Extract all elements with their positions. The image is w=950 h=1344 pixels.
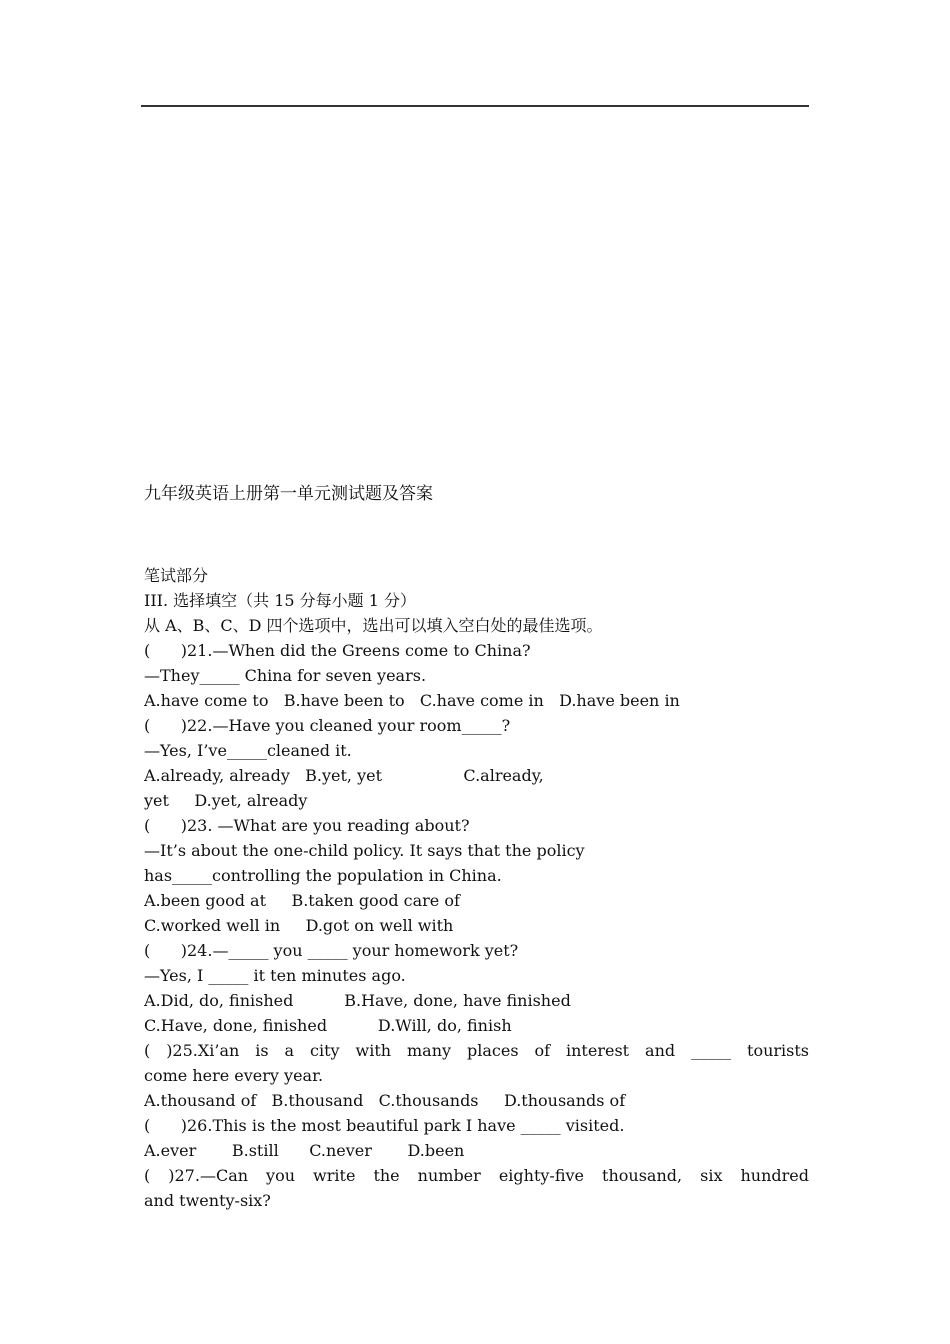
- text-line: A.ever B.still C.never D.been: [144, 1141, 465, 1160]
- text-line: ( )23. —What are you reading about?: [144, 816, 470, 835]
- document-body: [144, 482, 809, 1213]
- header-rule: [141, 105, 809, 107]
- text-line: 从 A、B、C、D 四个选项中，选出可以填入空白处的最佳选项。: [144, 616, 603, 635]
- text-line: —They_____ China for seven years.: [144, 666, 427, 685]
- text-line: come here every year.: [144, 1066, 324, 1085]
- text-line: yet D.yet, already: [144, 791, 308, 810]
- text-line: has_____controlling the population in China.: [144, 866, 502, 885]
- text-line: ( )24.—_____ you _____ your homework yet?: [144, 941, 519, 960]
- text-line: ( )26.This is the most beautiful park I have _____ visited.: [144, 1116, 625, 1135]
- text-line: ( )21.—When did the Greens come to China?: [144, 641, 531, 660]
- document-title: 九年级英语上册第一单元测试题及答案: [144, 484, 433, 504]
- text-line: —Yes, I _____ it ten minutes ago.: [144, 966, 406, 985]
- text-line: —It’s about the one-child policy. It says that the policy: [144, 841, 585, 860]
- text-line: A.have come to B.have been to C.have come in D.have been in: [144, 691, 680, 710]
- text-line: 笔试部分: [144, 566, 209, 585]
- text-line: A.already, already B.yet, yet C.already,: [144, 766, 544, 785]
- text-line: A.Did, do, finished B.Have, done, have finished: [144, 991, 571, 1010]
- text-line: and twenty-six?: [144, 1191, 271, 1210]
- spacer: [144, 507, 809, 563]
- text-line: —Yes, I’ve_____cleaned it.: [144, 741, 352, 760]
- text-line: C.Have, done, finished D.Will, do, finish: [144, 1016, 512, 1035]
- text-line: A.thousand of B.thousand C.thousands D.thousands of: [144, 1091, 626, 1110]
- text-line: ( )27.—Can you write the number eighty-five thousand, six hundred: [144, 1166, 809, 1185]
- text-line: A.been good at B.taken good care of: [144, 891, 460, 910]
- text-line: III. 选择填空（共 15 分每小题 1 分）: [144, 591, 417, 610]
- question-lines: [144, 563, 809, 1213]
- text-line: C.worked well in D.got on well with: [144, 916, 454, 935]
- text-line: ( )22.—Have you cleaned your room_____?: [144, 716, 511, 735]
- text-line: ( )25.Xi’an is a city with many places of interest and _____ tourists: [144, 1041, 809, 1060]
